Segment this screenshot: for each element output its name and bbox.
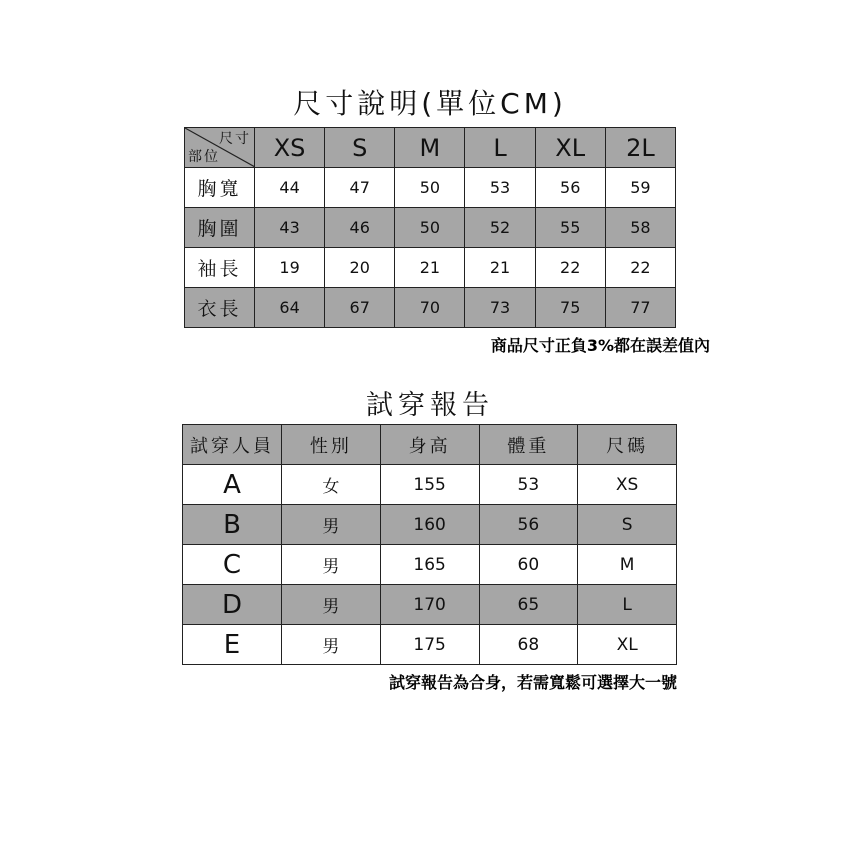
- part-label: 胸寬: [185, 168, 255, 208]
- size-value: 52: [465, 208, 535, 248]
- size-value: 22: [535, 248, 605, 288]
- report-row: [183, 625, 677, 665]
- report-header-row: [183, 425, 677, 465]
- header-size: 尺碼: [578, 425, 677, 465]
- size-row-chest-width: [185, 168, 676, 208]
- size-value: 44: [255, 168, 325, 208]
- corner-cell: [185, 128, 255, 168]
- size-row-chest-circumference: [185, 208, 676, 248]
- size-value: 75: [535, 288, 605, 328]
- size-value: 19: [255, 248, 325, 288]
- size-value: 43: [255, 208, 325, 248]
- header-gender: 性別: [282, 425, 381, 465]
- size-value: 56: [535, 168, 605, 208]
- tester-size: XS: [578, 465, 677, 505]
- tester-weight: 56: [479, 505, 578, 545]
- tester-size: XL: [578, 625, 677, 665]
- size-value: 59: [605, 168, 675, 208]
- tester-size: L: [578, 585, 677, 625]
- tester-weight: 53: [479, 465, 578, 505]
- size-chart-table: [184, 127, 676, 328]
- size-value: 53: [465, 168, 535, 208]
- size-value: 47: [325, 168, 395, 208]
- size-value: 50: [395, 208, 465, 248]
- report-row: [183, 465, 677, 505]
- tester-size: S: [578, 505, 677, 545]
- corner-label-part: 部位: [188, 149, 220, 165]
- tester-gender: 男: [282, 625, 381, 665]
- tester-gender: 男: [282, 505, 381, 545]
- tester-height: 160: [380, 505, 479, 545]
- tester-id: B: [183, 505, 282, 545]
- tester-gender: 女: [282, 465, 381, 505]
- size-value: 58: [605, 208, 675, 248]
- size-value: 21: [395, 248, 465, 288]
- tester-height: 165: [380, 545, 479, 585]
- tester-gender: 男: [282, 545, 381, 585]
- tester-id: A: [183, 465, 282, 505]
- report-row: [183, 505, 677, 545]
- size-row-sleeve-length: [185, 248, 676, 288]
- size-header-xs: XS: [255, 128, 325, 168]
- header-height: 身高: [380, 425, 479, 465]
- size-value: 46: [325, 208, 395, 248]
- size-value: 73: [465, 288, 535, 328]
- size-value: 50: [395, 168, 465, 208]
- tester-id: C: [183, 545, 282, 585]
- tester-height: 170: [380, 585, 479, 625]
- size-header-s: S: [325, 128, 395, 168]
- header-weight: 體重: [479, 425, 578, 465]
- size-value: 77: [605, 288, 675, 328]
- fit-report-note: 試穿報告為合身，若需寬鬆可選擇大一號: [388, 673, 677, 692]
- size-value: 70: [395, 288, 465, 328]
- size-header-xl: XL: [535, 128, 605, 168]
- tester-id: D: [183, 585, 282, 625]
- fit-report-title: 試穿報告: [366, 390, 494, 421]
- tester-size: M: [578, 545, 677, 585]
- size-value: 55: [535, 208, 605, 248]
- size-value: 67: [325, 288, 395, 328]
- size-header-l: L: [465, 128, 535, 168]
- size-header-2l: 2L: [605, 128, 675, 168]
- size-header-m: M: [395, 128, 465, 168]
- size-value: 20: [325, 248, 395, 288]
- part-label: 袖長: [185, 248, 255, 288]
- size-header-row: [185, 128, 676, 168]
- tester-weight: 60: [479, 545, 578, 585]
- tester-height: 155: [380, 465, 479, 505]
- corner-label-size: 尺寸: [219, 131, 251, 147]
- tester-weight: 68: [479, 625, 578, 665]
- size-chart-title: 尺寸說明(單位CM): [293, 87, 567, 120]
- size-tolerance-note: 商品尺寸正負3%都在誤差值內: [490, 336, 710, 355]
- fit-report-table: [182, 424, 677, 665]
- header-tester: 試穿人員: [183, 425, 282, 465]
- report-row: [183, 545, 677, 585]
- size-value: 22: [605, 248, 675, 288]
- report-row: [183, 585, 677, 625]
- part-label: 衣長: [185, 288, 255, 328]
- size-value: 64: [255, 288, 325, 328]
- tester-id: E: [183, 625, 282, 665]
- tester-gender: 男: [282, 585, 381, 625]
- size-value: 21: [465, 248, 535, 288]
- tester-height: 175: [380, 625, 479, 665]
- size-row-body-length: [185, 288, 676, 328]
- part-label: 胸圍: [185, 208, 255, 248]
- tester-weight: 65: [479, 585, 578, 625]
